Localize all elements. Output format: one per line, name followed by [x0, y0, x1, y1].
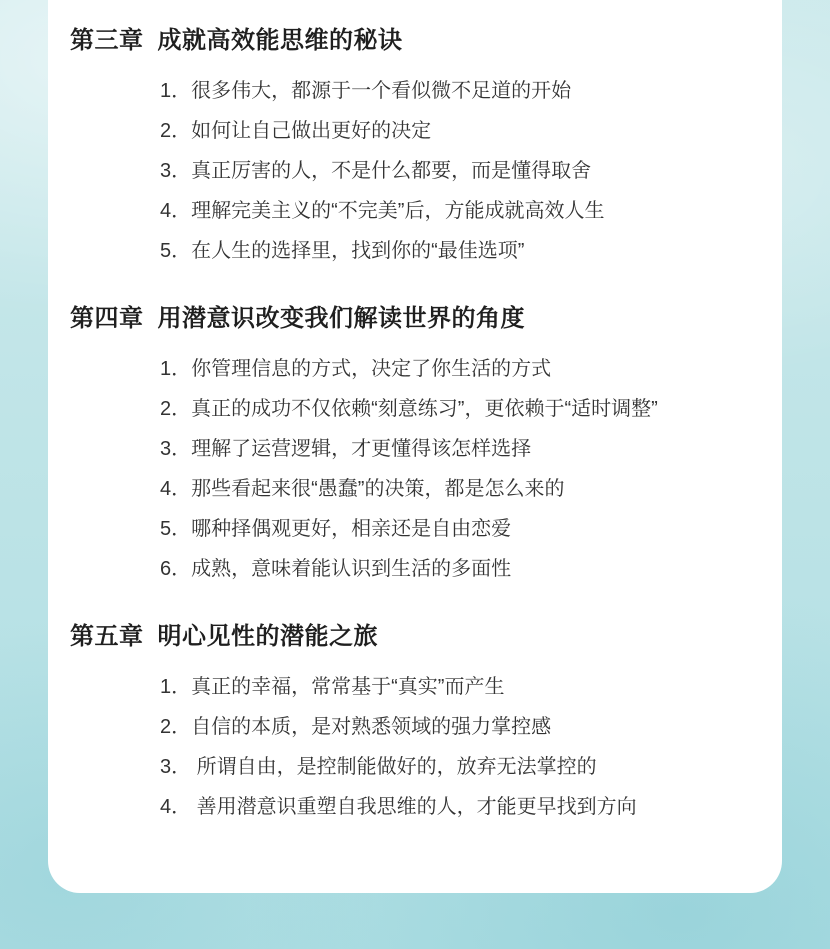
- toc-item: 5．在人生的选择里，找到你的“最佳选项”: [160, 240, 525, 262]
- toc-item: 2．如何让自己做出更好的决定: [160, 120, 432, 142]
- toc-item: 4．那些看起来很“愚蠢”的决策，都是怎么来的: [160, 478, 565, 500]
- toc-item: 3．理解了运营逻辑，才更懂得该怎样选择: [160, 438, 532, 460]
- chapter-heading: [70, 24, 756, 58]
- chapter-title: 明心见性的潜能之旅: [157, 623, 378, 650]
- toc-item: 4．理解完美主义的“不完美”后，方能成就高效人生: [160, 200, 605, 222]
- chapter-label: 第三章: [70, 27, 144, 54]
- chapter-label: 第五章: [70, 623, 144, 650]
- toc-item: 5．哪种择偶观更好，相亲还是自由恋爱: [160, 518, 512, 540]
- chapter-label: 第四章: [70, 305, 144, 332]
- toc-item: 2．自信的本质，是对熟悉领域的强力掌控感: [160, 716, 552, 738]
- toc-item: 4． 善用潜意识重塑自我思维的人，才能更早找到方向: [160, 796, 637, 818]
- toc-item: 1．很多伟大，都源于一个看似微不足道的开始: [160, 80, 572, 102]
- chapter-title: 用潜意识改变我们解读世界的角度: [157, 305, 525, 332]
- chapter-section-5: [70, 620, 756, 822]
- toc-item: 2．真正的成功不仅依赖“刻意练习”，更依赖于“适时调整”: [160, 398, 658, 420]
- chapter-heading: [70, 620, 756, 654]
- chapter-title: 成就高效能思维的秘诀: [157, 27, 403, 54]
- chapter-heading: [70, 302, 756, 336]
- content-card: [48, 0, 782, 893]
- toc-item: 1．真正的幸福，常常基于“真实”而产生: [160, 676, 505, 698]
- chapter-section-3: [70, 24, 756, 266]
- chapter-section-4: [70, 302, 756, 584]
- toc-item: 6．成熟，意味着能认识到生活的多面性: [160, 558, 512, 580]
- toc-item: 3． 所谓自由，是控制能做好的，放弃无法掌控的: [160, 756, 597, 778]
- toc-item: 3．真正厉害的人，不是什么都要，而是懂得取舍: [160, 160, 592, 182]
- toc-item: 1．你管理信息的方式，决定了你生活的方式: [160, 358, 552, 380]
